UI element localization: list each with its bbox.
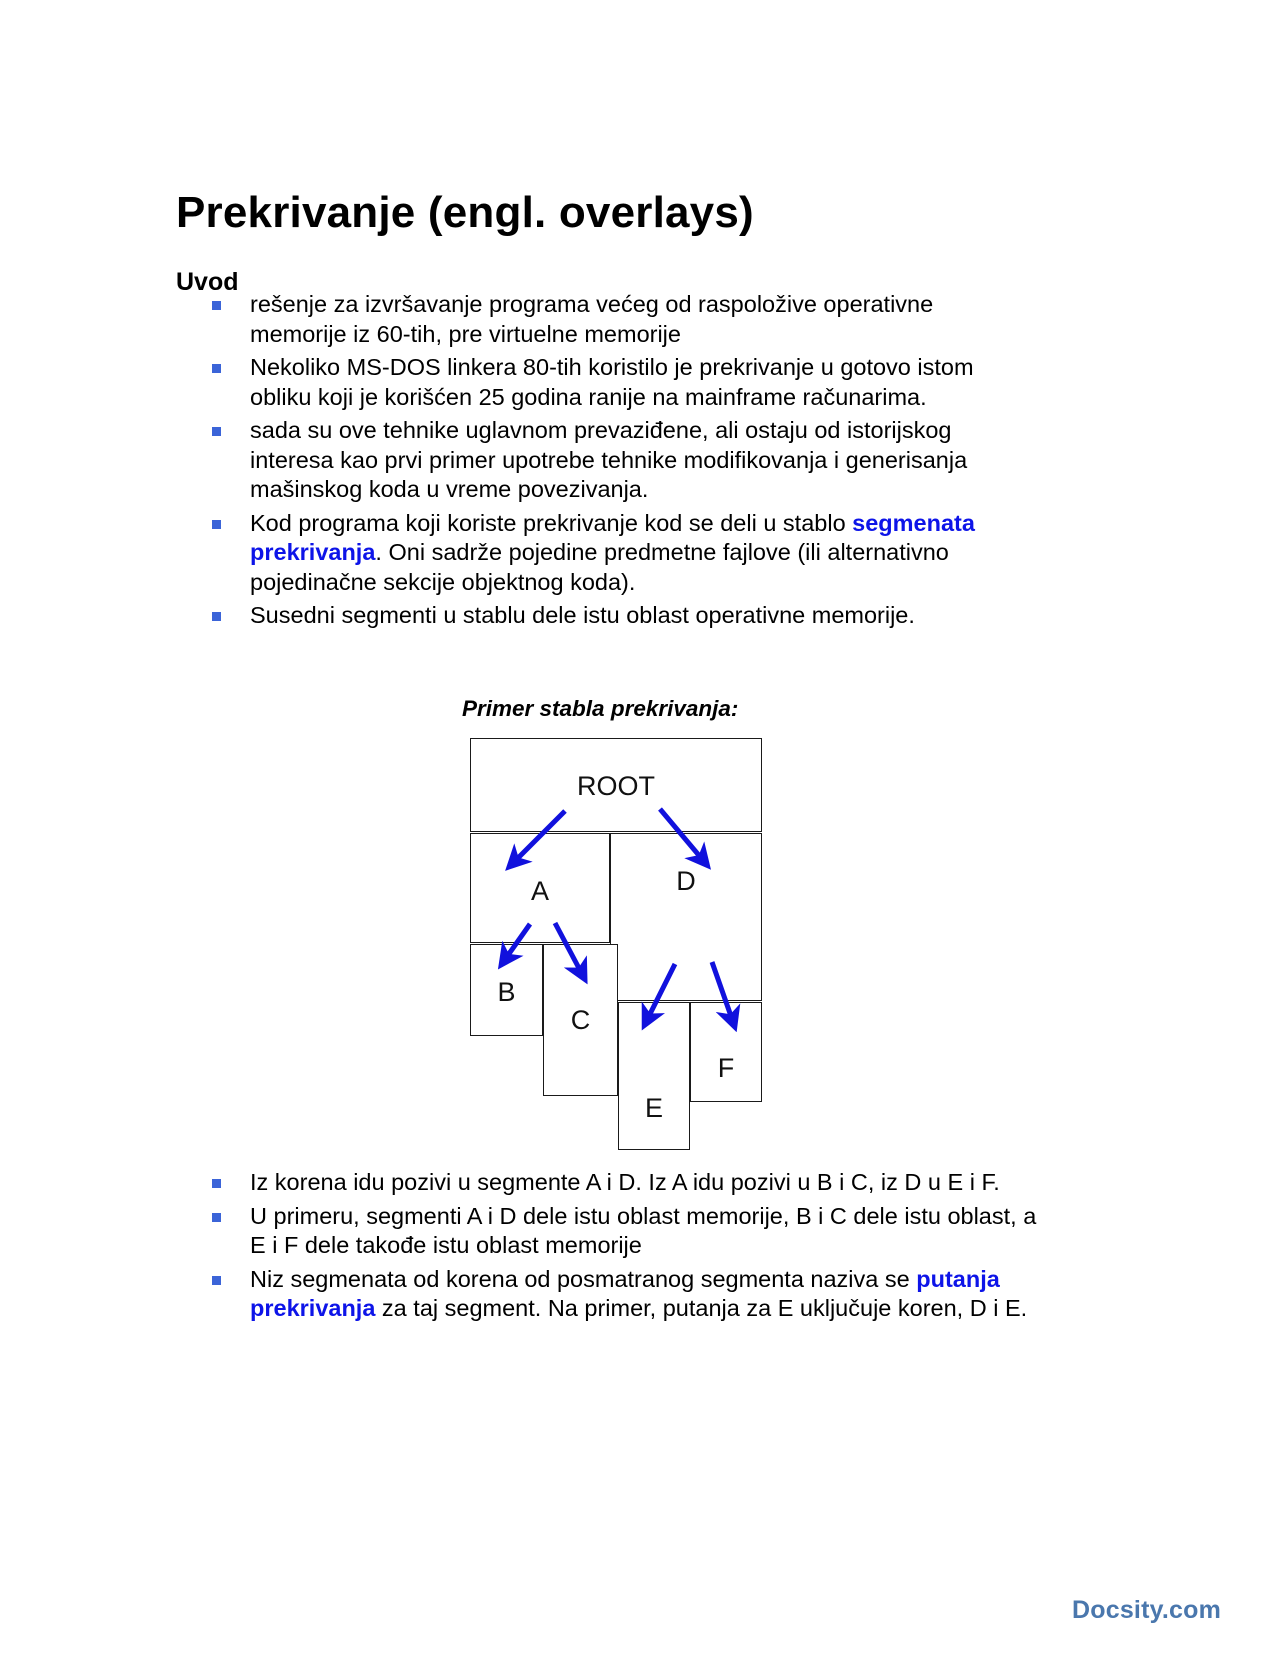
tree-node-root-label: ROOT [577,771,655,801]
intro-bullet-item [208,290,1008,349]
intro-bullet-item [208,509,1008,598]
text-run: za taj segment. Na primer, putanja za E uključuje koren, D i E. [375,1295,1028,1321]
intro-bullet-item-text [250,510,975,595]
conclusion-bullet-item-text [250,1203,1036,1259]
tree-node-d [610,833,762,1001]
tree-node-a [470,833,610,943]
intro-bullet-list [208,290,1008,635]
bullet-square-icon [212,612,221,621]
bullet-square-icon [212,301,221,310]
text-run: . Oni sadrže pojedine predmetne fajlove (ili alternativno pojedinačne sekcije objektnog koda). [250,539,949,595]
text-run: rešenje za izvršavanje programa većeg od raspoložive operativne memorije iz 60-tih, pre virtuelne memorije [250,291,934,347]
bullet-square-icon [212,1276,221,1285]
tree-node-d-label: D [676,866,696,896]
text-run: sada su ove tehnike uglavnom prevaziđene, ali ostaju od istorijskog interesa kao prvi primer upotrebe tehnike modifikovanja i generisanja mašinskog koda u vreme povezivanja. [250,417,968,502]
text-run: Iz korena idu pozivi u segmente A i D. Iz A idu pozivi u B i C, iz D u E i F. [250,1169,1000,1195]
intro-bullet-item-text [250,417,967,502]
conclusion-bullet-item [208,1265,1053,1324]
tree-node-e [618,1002,690,1150]
intro-bullet-item [208,601,1008,631]
section-heading-uvod: Uvod [176,267,239,296]
intro-bullet-item-text [250,354,974,410]
conclusion-bullet-item [208,1168,1053,1198]
bullet-square-icon [212,520,221,529]
tree-node-c-label: C [570,1005,591,1035]
tree-node-e-label: E [644,1093,663,1123]
overlay-tree-diagram [440,696,840,1166]
text-run: Niz segmenata od korena od posmatranog segmenta naziva se [250,1265,917,1292]
highlighted-term: segmenata prekrivanja [250,509,975,565]
text-run: Kod programa koji koriste prekrivanje kod se deli u stablo [250,509,853,536]
conclusion-bullet-list [208,1168,1053,1328]
text-run: Susedni segmenti u stablu dele istu oblast operativne memorije. [250,602,915,628]
bullet-square-icon [212,427,221,436]
diagram-caption: Primer stabla prekrivanja: [462,696,739,721]
tree-node-f-label: F [717,1053,735,1083]
conclusion-bullet-item-text [250,1266,1027,1322]
tree-node-root [470,738,762,832]
intro-bullet-item [208,416,1008,505]
docsity-watermark: Docsity.com [1072,1596,1222,1624]
intro-bullet-item-text [250,291,933,347]
overlay-tree [440,696,840,1166]
bullet-square-icon [212,1213,221,1222]
intro-bullet-item-text [250,602,915,628]
page-title: Prekrivanje (engl. overlays) [176,188,754,238]
intro-bullet-item [208,353,1008,412]
bullet-square-icon [212,364,221,373]
tree-node-a-label: A [530,876,549,906]
tree-node-b-label: B [497,977,516,1007]
bullet-square-icon [212,1179,221,1188]
text-run: U primeru, segmenti A i D dele istu oblast memorije, B i C dele istu oblast, a E i F dele takođe istu oblast memorije [250,1202,1037,1258]
tree-node-f [690,1002,762,1102]
tree-node-c [543,944,618,1096]
conclusion-bullet-item-text [250,1169,1000,1195]
highlighted-term: putanja prekrivanja [250,1265,1000,1321]
tree-node-b [470,944,543,1036]
conclusion-bullet-item [208,1202,1053,1261]
text-run: Nekoliko MS-DOS linkera 80-tih koristilo je prekrivanje u gotovo istom obliku koji je korišćen 25 godina ranije na mainframe računarima. [250,354,974,410]
